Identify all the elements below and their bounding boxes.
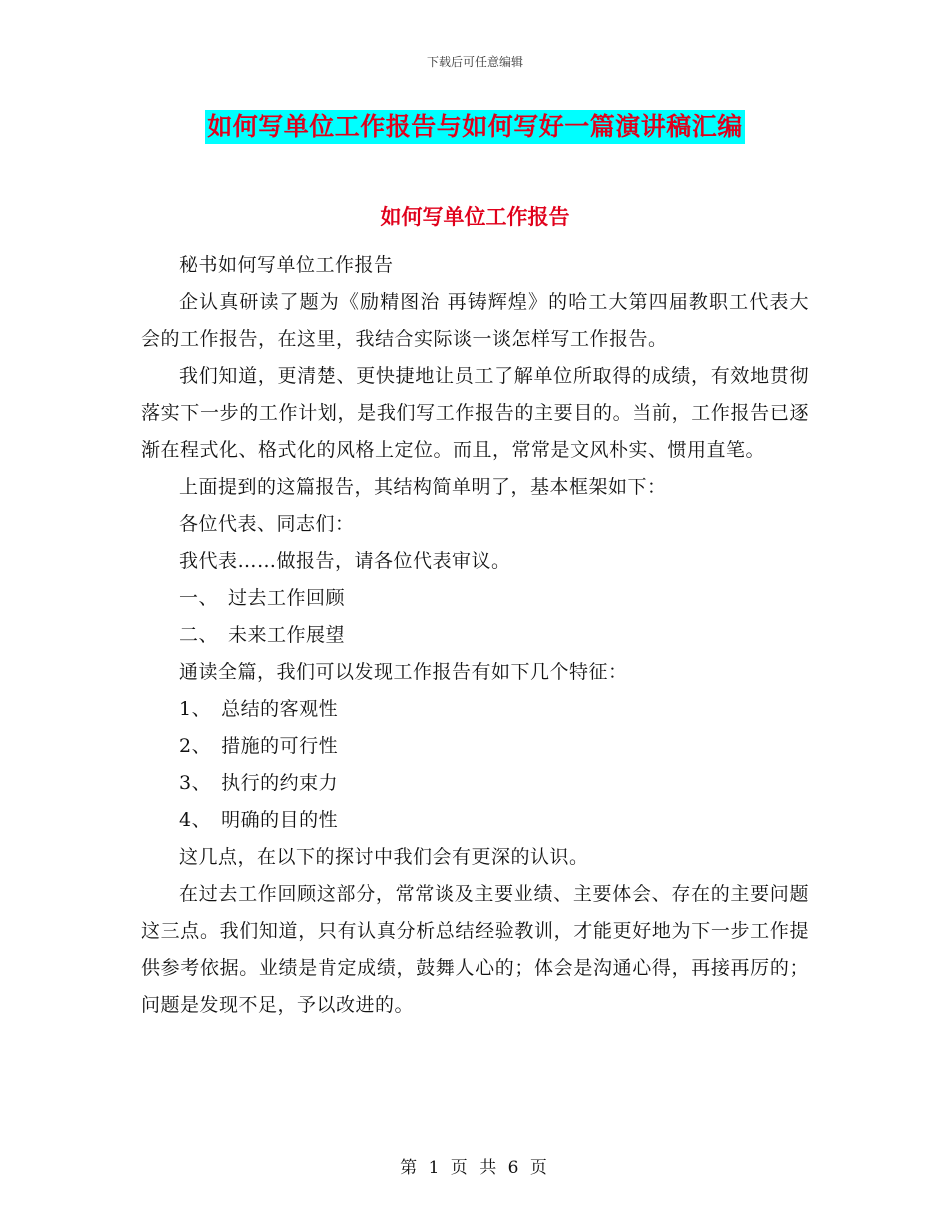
section-title: 如何写单位工作报告	[380, 204, 570, 229]
document-body	[141, 247, 809, 1024]
list-item: 二、 未来工作展望	[179, 624, 346, 646]
paragraph: 我代表……做报告，请各位代表审议。	[179, 550, 511, 572]
header-note: 下载后可任意编辑	[426, 55, 523, 69]
paragraph: 在过去工作回顾这部分，常常谈及主要业绩、主要体会、存在的主要问题这三点。我们知道，只有认真分析总结经验教训，才能更好地为下一步工作提供参考依据。业绩是肯定成绩，鼓舞人心的；体会是沟通心得，再接再厉的；问题是发现不足，予以改进的。	[141, 883, 809, 1016]
page-footer: 第 1 页 共 6 页	[400, 1158, 550, 1178]
paragraph: 各位代表、同志们：	[179, 513, 355, 535]
paragraph: 秘书如何写单位工作报告	[179, 254, 394, 276]
paragraph: 我们知道，更清楚、更快捷地让员工了解单位所取得的成绩，有效地贯彻落实下一步的工作计划，是我们写工作报告的主要目的。当前，工作报告已逐渐在程式化、格式化的风格上定位。而且，常常是文风朴实、惯用直笔。	[141, 365, 809, 461]
paragraph: 通读全篇，我们可以发现工作报告有如下几个特征：	[179, 661, 628, 683]
paragraph: 这几点，在以下的探讨中我们会有更深的认识。	[179, 846, 589, 868]
paragraph: 企认真研读了题为《励精图治 再铸辉煌》的哈工大第四届教职工代表大会的工作报告，在这里，我结合实际谈一谈怎样写工作报告。	[141, 291, 809, 350]
paragraph: 上面提到的这篇报告，其结构简单明了，基本框架如下：	[179, 476, 667, 498]
document-title: 如何写单位工作报告与如何写好一篇演讲稿汇编	[205, 110, 745, 144]
list-item: 3、 执行的约束力	[179, 772, 339, 794]
list-item: 2、 措施的可行性	[179, 735, 339, 757]
list-item: 1、 总结的客观性	[179, 698, 339, 720]
list-item: 一、 过去工作回顾	[179, 587, 346, 609]
document-title-container	[0, 110, 950, 144]
list-item: 4、 明确的目的性	[179, 809, 339, 831]
